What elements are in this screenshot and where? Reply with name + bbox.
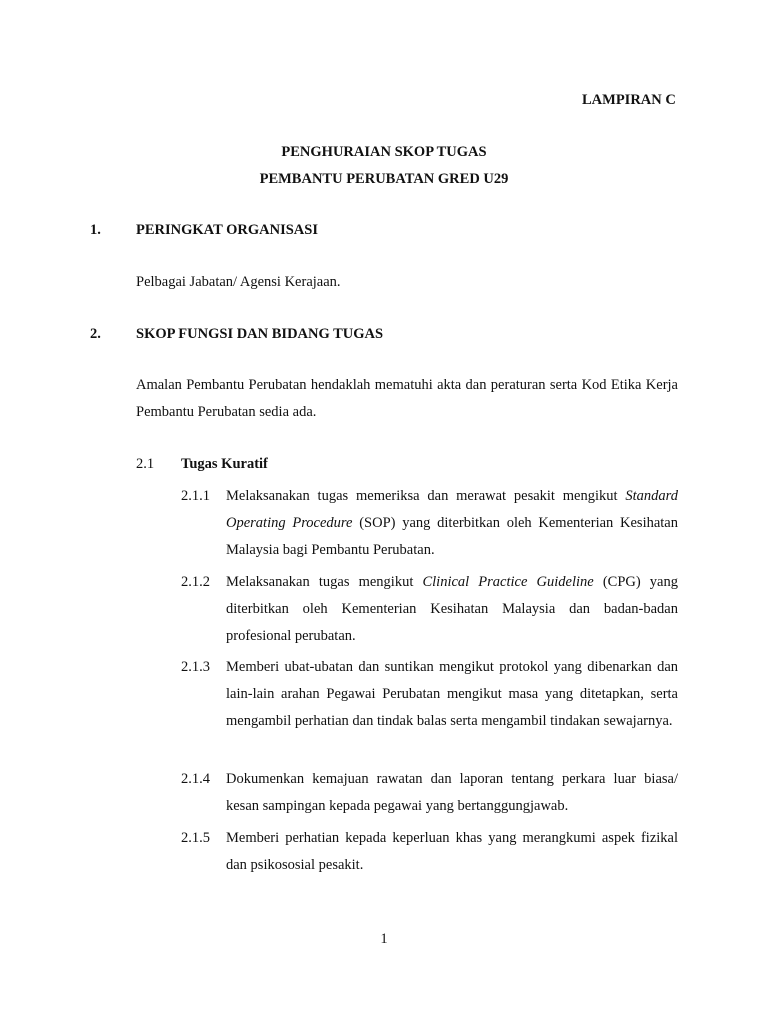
section-1-body: Pelbagai Jabatan/ Agensi Kerajaan. [136,274,341,290]
subsection-number: 2.1 [136,456,155,472]
section-2-body: Amalan Pembantu Perubatan hendaklah mematuhi akta dan peraturan serta Kod Etika Kerja Pembantu Perubatan sedia ada. [136,377,678,420]
item-2-1-2-text: Melaksanakan tugas mengikut Clinical Practice Guideline (CPG) yang diterbitkan oleh Kementerian Kesihatan Malaysia dan badan-badan profesional perubatan. [226,574,678,644]
section-1-number: 1. [90,222,101,238]
item-2-1-1-number: 2.1.1 [181,488,210,504]
item-2-1-4-text: Dokumenkan kemajuan rawatan dan laporan tentang perkara luar biasa/ kesan sampingan kepada pegawai yang bertanggungjawab. [226,771,678,814]
item-2-1-1-text: Melaksanakan tugas memeriksa dan merawat pesakit mengikut Standard Operating Procedure (SOP) yang diterbitkan oleh Kementerian Kesihatan Malaysia bagi Pembantu Perubatan. [226,488,678,558]
section-2-number: 2. [90,326,101,342]
document-title-line-2: PEMBANTU PERUBATAN GRED U29 [259,171,509,187]
item-2-1-5-number: 2.1.5 [181,830,210,846]
item-2-1-5-text: Memberi perhatian kepada keperluan khas yang merangkumi aspek fizikal dan psikososial pesakit. [226,830,678,873]
document-title-line-1: PENGHURAIAN SKOP TUGAS [281,144,487,160]
subsection-heading: Tugas Kuratif [181,456,268,472]
item-2-1-2-number: 2.1.2 [181,574,210,590]
section-2-heading: SKOP FUNGSI DAN BIDANG TUGAS [136,326,384,342]
item-2-1-3-number: 2.1.3 [181,659,210,675]
section-1-heading: PERINGKAT ORGANISASI [136,222,318,238]
annex-label: LAMPIRAN C [582,92,676,108]
item-2-1-4-number: 2.1.4 [181,771,210,787]
item-2-1-3-text: Memberi ubat-ubatan dan suntikan mengikut protokol yang dibenarkan dan lain-lain arahan Pegawai Perubatan mengikut masa yang ditetapkan, serta mengambil perhatian dan tindak balas serta mengambil tindakan sewajarnya. [226,659,678,729]
page-number: 1 [380,931,388,947]
